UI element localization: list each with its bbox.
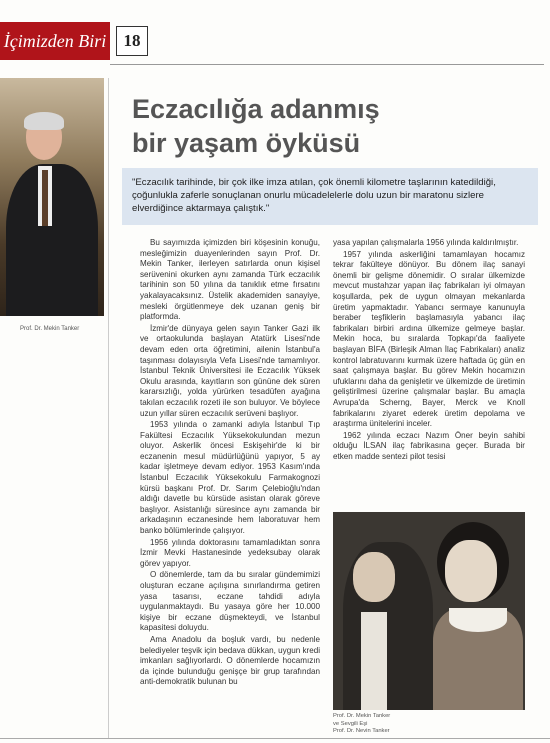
photo-caption-line: Prof. Dr. Mekin Tanker xyxy=(333,713,391,719)
portrait-caption: Prof. Dr. Mekin Tanker xyxy=(20,326,80,332)
paragraph: yasa yapılan çalışmalarla 1956 yılında kaldırılmıştır. xyxy=(333,238,519,247)
paragraph: 1957 yılında askerliğini tamamlayan hocamız tekrar fakülteye dönüyor. Bu dönem ilaç sanayi önemli bir gelişme dönemidir. O sıralar ülkemizde mevcut mustahzar yapan ilaç fabrikaları iyi olmayan koşullarda, pek de uygun olmayan mekanlarda üretim yapmaktadır. Yabancı sermaye kanunuyla beraber teşfiklerin başlamasıyla yabancı ilaç fabrikaları birbiri ardına ülkemize gelmeye başlar. Mekin hoca, bu sıralarda Topkapı'da faaliyete başlayan BİFA (Birleşik Alman İlaç Fabrikaları) analiz kontrol labratuvarını kurmak üzere haftada üç gün en saat çalışmaya başlar. Bu görev Mekin hocamızın ufuklarını daha da genişletir ve ülkemizde de üretimin geliştirilmesi üzerine çalışmalar başlar. Bu amaçla Avrupa'da Scherng, Bayer, Merck ve Knoll fabrikalarını ziyaret ederek üretim depolama ve araştırma ünitelerini inceler. xyxy=(333,249,525,429)
header-divider xyxy=(110,64,544,65)
photo-caption xyxy=(333,713,390,736)
article-column-2 xyxy=(333,238,525,463)
article-column-1 xyxy=(140,238,320,689)
paragraph: 1953 yılında o zamanki adıyla İstanbul Tıp Fakültesi Eczacılık Yüksekokulundan mezun oluyor. Askerlik öncesi Eskişehir'de ki bir eczanenin mesul müdürlüğünü yapıyor, 5 ay kadar işletmeye devam ediyor. 1953 Kasım'ında İstanbul Eczacılık Yüksekokulu Farmakognozi kürsü başkanı Prof. Dr. Sarım Çelebioğlu'ndan aldığı davetle bu kürsüde asistan olarak göreve başlıyor. Asistanlığı süresince aynı zamanda bir arkadaşının eczanesinde hem laboratuvar hem banko bölümlerinde çalışıyor. xyxy=(140,420,320,536)
section-tab: İçimizden Biri xyxy=(0,22,110,60)
paragraph: 1956 yılında doktorasını tamamladıktan sonra İzmir Mevki Hastanesinde yedeksubay olarak görev yapıyor. xyxy=(140,537,320,568)
article-title xyxy=(132,92,452,160)
column-divider xyxy=(108,78,109,738)
pull-quote: "Eczacılık tarihinde, bir çok ilke imza atılan, çok önemli kilometre taşlarının katedildiği, çoğunlukla zaferle sonuçlanan onurlu mücadelelerle dolu uzun bir maratonu sizlere elverdiğince aktarmaya çalıştık." xyxy=(122,168,538,225)
page-number: 18 xyxy=(116,26,148,56)
paragraph: 1962 yılında eczacı Nazım Öner beyin sahibi olduğu İLSAN ilaç fabrikasına geçer. Burada bir etken madde sentezi pilot tesisi xyxy=(333,430,525,461)
photo-caption-line: ve Sevgili Eşi xyxy=(333,720,368,727)
paragraph: Ama Anadolu da boşluk vardı, bu nedenle belediyeler teşvik için bedava dükkan, uygun kredi imkanları sağlıyorlardı. O dönemlerde hocamızın da içinde bulunduğu genişçe bir grup tarafından anti-demokratik bulunan bu xyxy=(140,634,320,687)
paragraph: Bu sayımızda içimizden biri köşesinin konuğu, mesleğimizin duayenlerinden sayın Prof. Dr. Mekin Tanker, ilerleyen satırlarda onun kişisel serüvenini okurken aynı zamanda Türk eczacılık tarihinin son 50 yılına da tanıklık etme fırsatını yakalayacaksınız. Üstelik akademiden sanayiye, mesleki örgütlenmeye dek uzanan geniş bir platformda. xyxy=(140,238,320,322)
photo-caption-line: Prof. Dr. Nevin Tanker xyxy=(333,728,390,734)
title-line-2: bir yaşam öyküsü xyxy=(132,128,361,158)
footer-divider xyxy=(0,738,550,739)
paragraph: O dönemlerde, tam da bu sıralar gündemimizi oluşturan eczane açılışına sınırlandırma getiren yasa tasarısı, eczane tahdidi adıyla uygulanmaktaydı. Bu yasaya göre her 10.000 kişiye bir eczane düşmekteydi, ve İstanbul kapasitesi doluydu. xyxy=(140,570,320,633)
couple-photo xyxy=(333,512,525,710)
paragraph: İzmir'de dünyaya gelen sayın Tanker Gazi ilk ve ortaokulunda başlayan Atatürk Lisesi'nde devam eden orta öğretimini, ailenin İstanbul'a taşınması dolayısıyla Vefa Lisesi'nde tamamlıyor. İstanbul Teknik Üniversitesi ile Eczacılık Yüksek Okulu arasında, kayıtların son gününe dek süren kararsızlığı, yolda yürürken tesadüfen ayağına takılan eczacılık rozeti ile son buluyor. Ve böylece uzun yıllar süren eczacılık serüveni başlıyor. xyxy=(140,323,320,418)
portrait-photo xyxy=(0,78,104,316)
title-line-1: Eczacılığa adanmış xyxy=(132,94,380,124)
